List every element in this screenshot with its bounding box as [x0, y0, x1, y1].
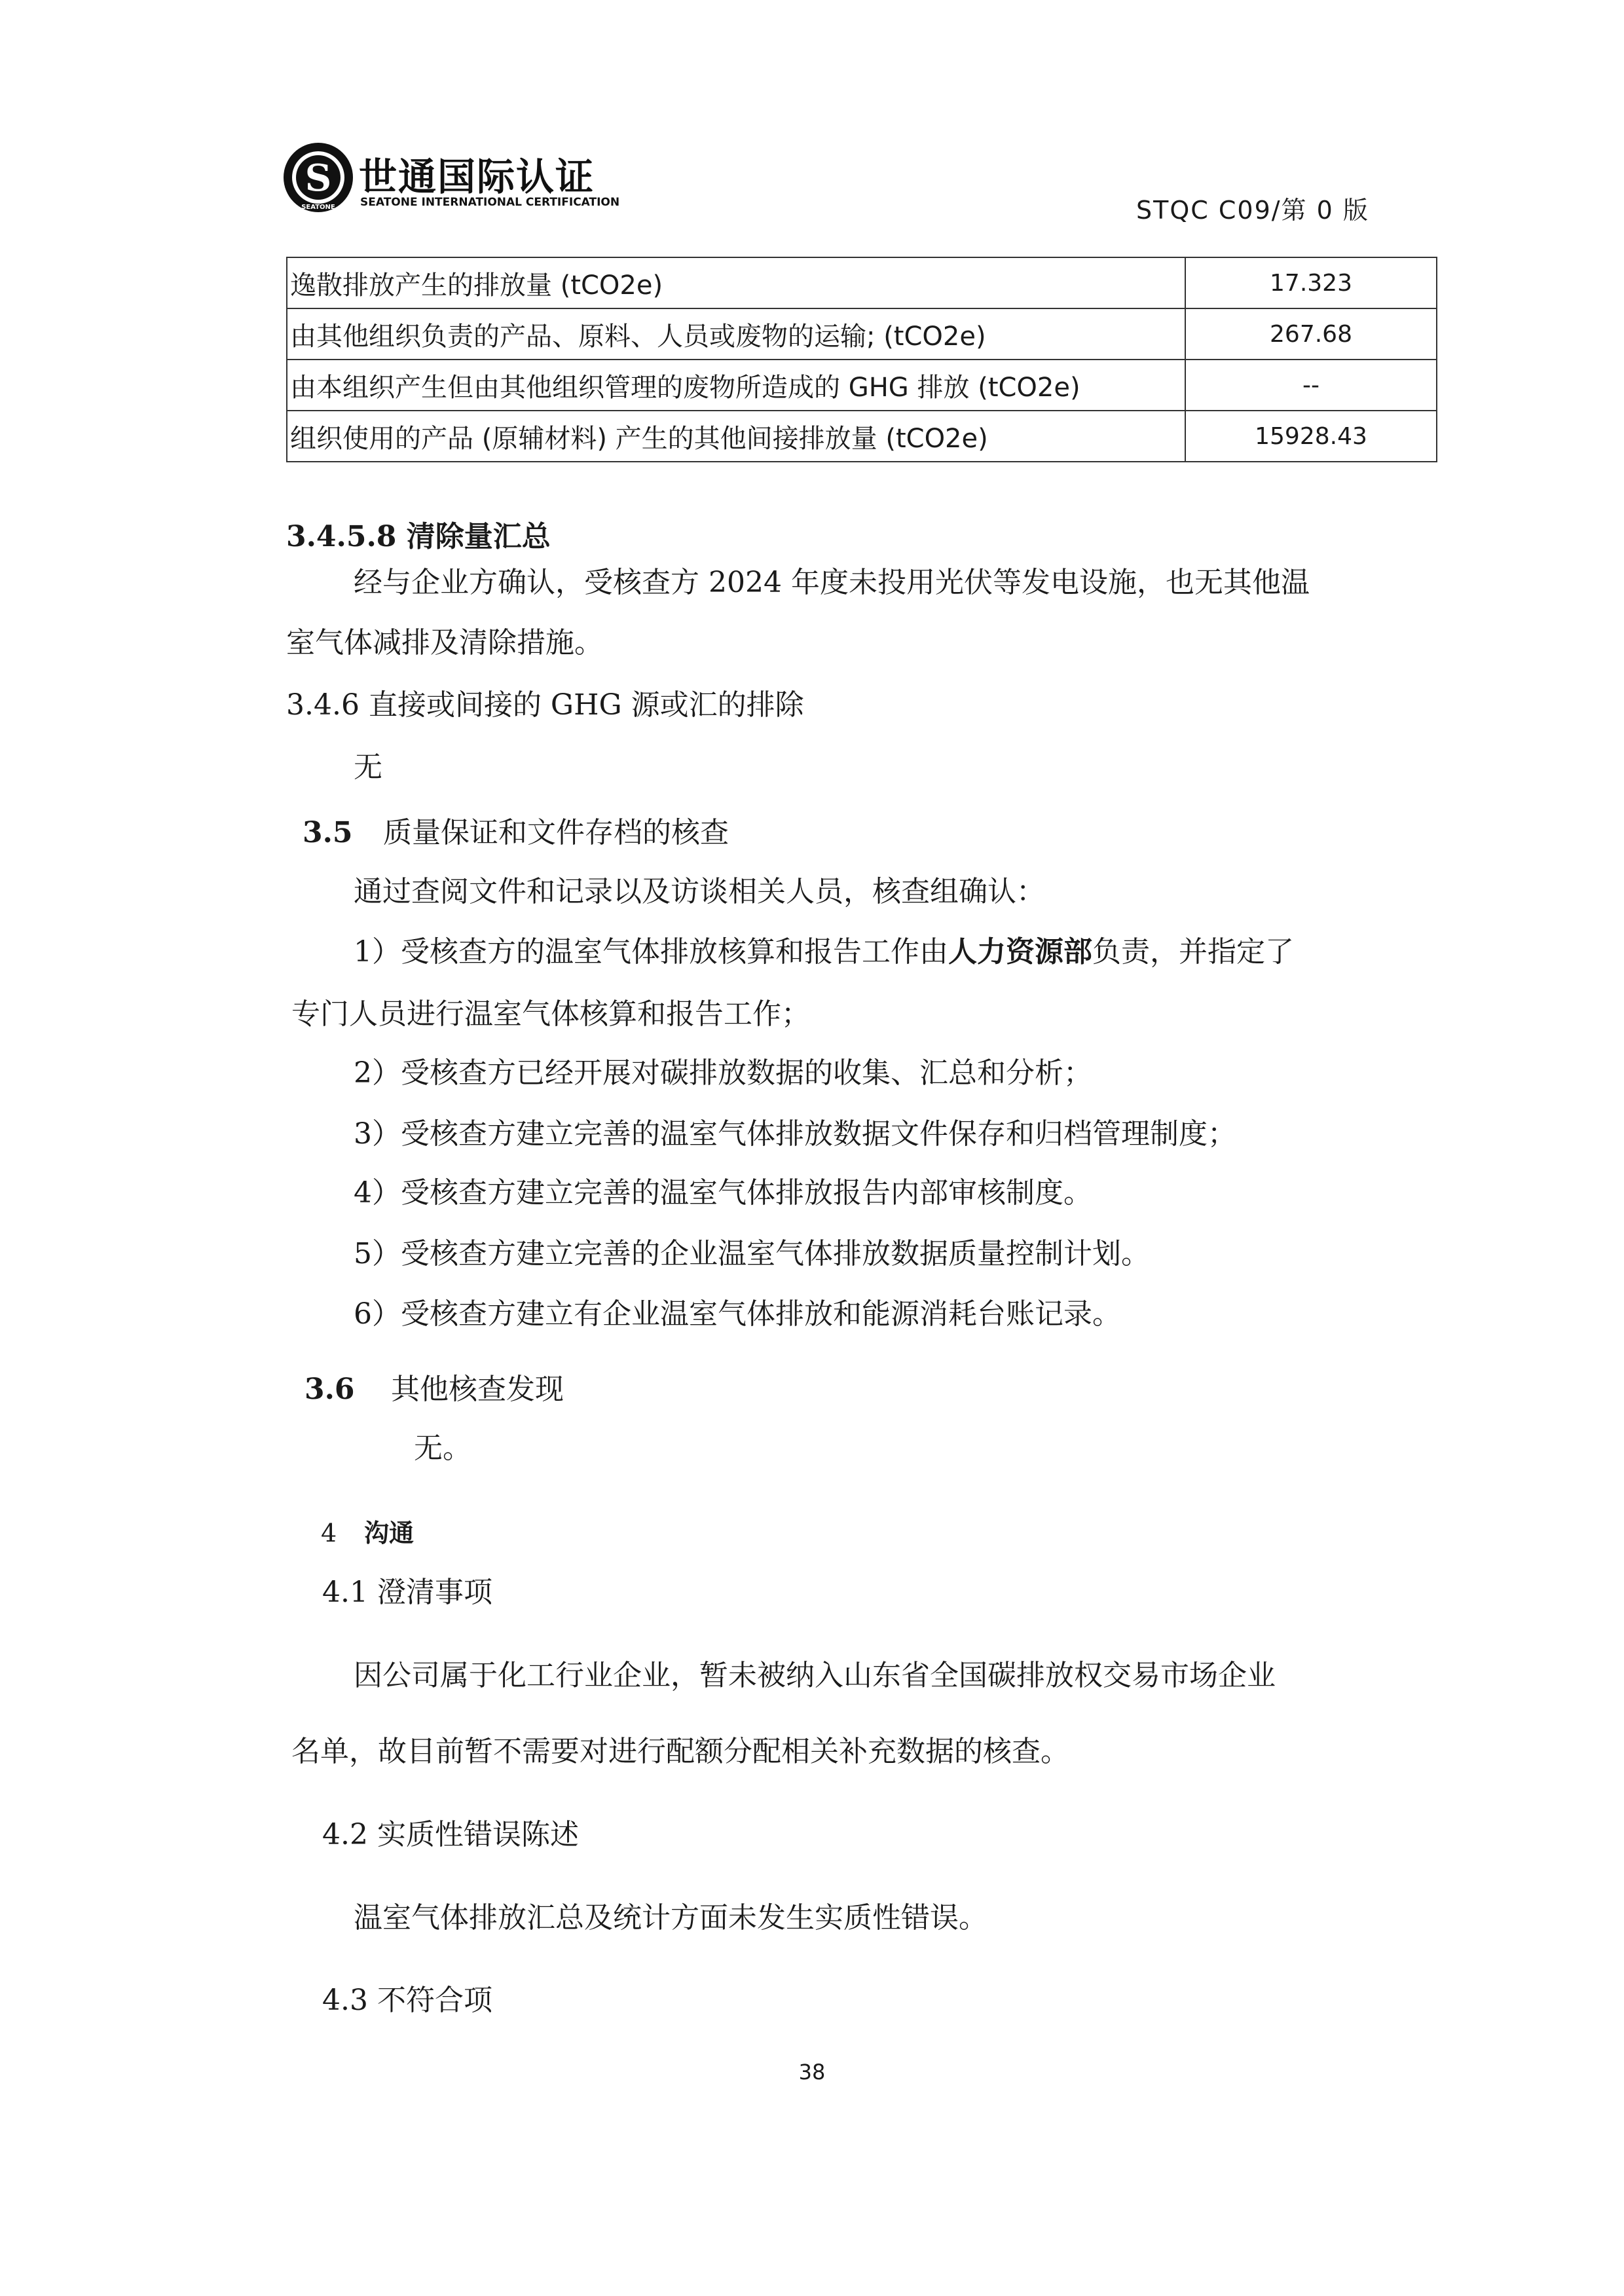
section-4-2-heading: 4.2 实质性错误陈述	[322, 1818, 579, 1851]
table-row	[287, 257, 1437, 308]
section-3-4-6-body: 无	[354, 750, 382, 784]
paragraph-line: 经与企业方确认，受核查方 2024 年度未投用光伏等发电设施，也无其他温	[354, 566, 1310, 599]
page-number: 38	[798, 2060, 826, 2084]
list-item: 6）受核查方建立有企业温室气体排放和能源消耗台账记录。	[354, 1297, 1121, 1331]
table-row	[287, 411, 1437, 462]
section-4-number: 4	[321, 1519, 337, 1547]
paragraph-line: 室气体减排及清除措施。	[286, 626, 603, 659]
svg-text:S: S	[304, 157, 332, 200]
company-logo	[282, 141, 622, 219]
seatone-seal-icon	[282, 141, 355, 214]
section-3-4-5-8-heading: 3.4.5.8 清除量汇总	[286, 520, 551, 553]
emissions-table	[286, 257, 1437, 462]
section-3-6-heading: 其他核查发现	[391, 1373, 564, 1406]
section-3-5-intro: 通过查阅文件和记录以及访谈相关人员，核查组确认：	[354, 875, 1045, 908]
list-item: 1）受核查方的温室气体排放核算和报告工作由人力资源部负责，并指定了	[354, 935, 1294, 969]
table-row	[287, 360, 1437, 411]
row-value: 17.323	[1185, 257, 1437, 308]
section-3-4-6-heading: 3.4.6 直接或间接的 GHG 源或汇的排除	[286, 688, 804, 722]
section-3-6-body: 无。	[414, 1432, 471, 1465]
row-label: 由本组织产生但由其他组织管理的废物所造成的 GHG 排放 (tCO2e)	[287, 360, 1185, 411]
list-item-continued: 专门人员进行温室气体核算和报告工作；	[291, 997, 810, 1031]
paragraph-line: 名单，故目前暂不需要对进行配额分配相关补充数据的核查。	[291, 1735, 1069, 1768]
row-label: 逸散排放产生的排放量 (tCO2e)	[287, 257, 1185, 308]
row-value: 267.68	[1185, 308, 1437, 360]
row-value: 15928.43	[1185, 411, 1437, 462]
list-item: 4）受核查方建立完善的温室气体排放报告内部审核制度。	[354, 1176, 1092, 1210]
row-value: --	[1185, 360, 1437, 411]
department-name: 人力资源部	[948, 935, 1092, 969]
section-4-1-heading: 4.1 澄清事项	[322, 1576, 492, 1609]
section-4-heading: 沟通	[364, 1518, 415, 1547]
section-3-6-number: 3.6	[304, 1373, 355, 1406]
logo-chinese-name: 世通国际认证	[359, 155, 595, 199]
list-item: 3）受核查方建立完善的温室气体排放数据文件保存和归档管理制度；	[354, 1117, 1236, 1151]
list-item: 2）受核查方已经开展对碳排放数据的收集、汇总和分析；	[354, 1056, 1092, 1090]
document-number: STQC C09/第 0 版	[1136, 196, 1369, 225]
svg-text:SEATONE: SEATONE	[301, 204, 335, 211]
paragraph-line: 因公司属于化工行业企业，暂未被纳入山东省全国碳排放权交易市场企业	[354, 1659, 1276, 1692]
row-label: 由其他组织负责的产品、原料、人员或废物的运输; (tCO2e)	[287, 308, 1185, 360]
section-3-5-number: 3.5	[303, 816, 353, 849]
section-4-3-heading: 4.3 不符合项	[322, 1984, 492, 2017]
section-4-2-body: 温室气体排放汇总及统计方面未发生实质性错误。	[354, 1901, 987, 1935]
table-row	[287, 308, 1437, 360]
section-3-5-heading: 质量保证和文件存档的核查	[383, 816, 729, 849]
list-item: 5）受核查方建立完善的企业温室气体排放数据质量控制计划。	[354, 1237, 1150, 1270]
logo-english-name: SEATONE INTERNATIONAL CERTIFICATION	[360, 196, 620, 209]
row-label: 组织使用的产品 (原辅材料) 产生的其他间接排放量 (tCO2e)	[287, 411, 1185, 462]
